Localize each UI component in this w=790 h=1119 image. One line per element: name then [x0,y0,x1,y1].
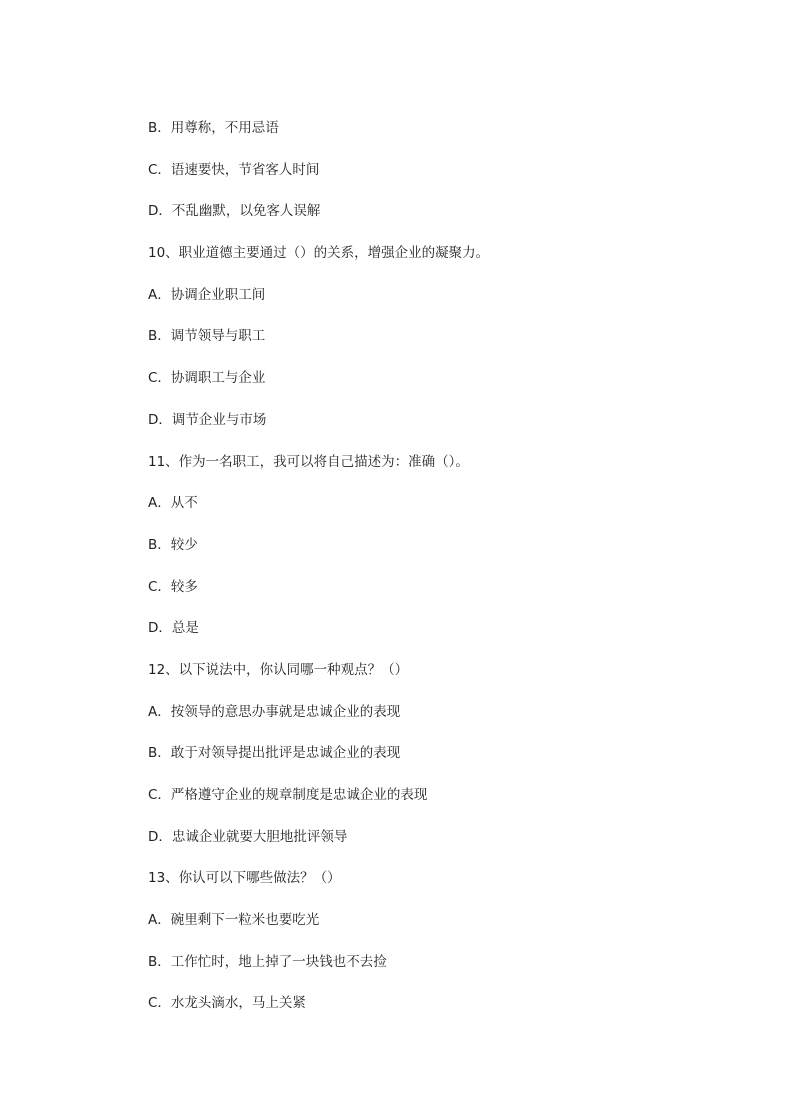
option-10c: C．协调职工与企业 [148,370,266,387]
option-9b: B．用尊称，不用忌语 [148,120,279,136]
option-13a: A．碗里剩下一粒米也要吃光 [148,912,320,929]
option-9c: C．语速要快，节省客人时间 [148,161,320,178]
option-13c: C．水龙头滴水，马上关紧 [148,995,306,1012]
option-12c: C．严格遵守企业的规章制度是忠诚企业的表现 [148,787,428,803]
option-12d: D．忠诚企业就要大胆地批评领导 [148,828,348,845]
option-11a: A．从不 [148,495,198,512]
option-12b: B．敢于对领导提出批评是忠诚企业的表现 [148,745,401,762]
option-12a: A．按领导的意思办事就是忠诚企业的表现 [148,703,401,720]
option-11b: B．较少 [148,536,198,553]
document-content [148,116,748,1033]
option-13b: B．工作忙时，地上掉了一块钱也不去捡 [148,953,387,970]
question-12: 12、以下说法中，你认同哪一种观点？（） [148,661,409,678]
option-11d: D．总是 [148,620,199,637]
option-10a: A．协调企业职工间 [148,286,266,303]
option-11c: C．较多 [148,578,198,595]
option-9d: D．不乱幽默，以免客人误解 [148,203,321,220]
question-13: 13、你认可以下哪些做法？（） [148,870,341,887]
question-11: 11、作为一名职工，我可以将自己描述为：准确（）。 [148,453,469,470]
option-10b: B．调节领导与职工 [148,328,266,345]
option-10d: D．调节企业与市场 [148,411,267,428]
question-10: 10、职业道德主要通过（）的关系，增强企业的凝聚力。 [148,245,490,262]
